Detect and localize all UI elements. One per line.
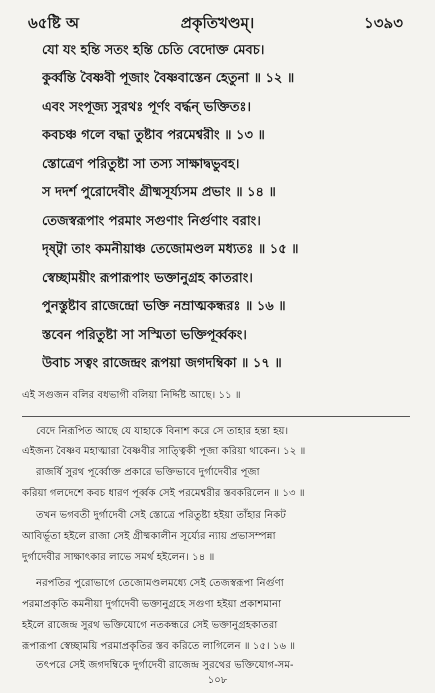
verse-line: স্তবেন পরিতুষ্টা সা সস্মিতা ভক্তিপূর্ব্বকং। — [42, 328, 247, 343]
commentary-line: হইলে রাজেন্দ্র সুরথ ভক্তিযোগে নতকন্ধরে সেই ভক্তানুগ্রহকাতরা — [22, 620, 278, 631]
verse-line: স্বেচ্ছাময়ীং রূপারূপাং ভক্তানুগ্রহ কাতরাং। — [42, 271, 253, 286]
verse-line: স দদর্শ পুরোদেবীং গ্রীষ্মসূর্য্যসম প্রভাং ॥ ১৪ ॥ — [42, 185, 276, 200]
commentary-line: বেদে নিরূপিত আছে যে যাহাকে বিনাশ করে সে তাহার হন্তা হয়। — [36, 426, 289, 437]
commentary-line: রূপারূপা স্বেচ্ছাময়ি পরমাপ্রকৃতির স্তব করিতে লাগিলেন ॥ ১৫। ১৬ ॥ — [22, 641, 296, 652]
commentary-line: রাজর্ষি সুরথ পূর্ব্বোক্ত প্রকারে ভক্তিভাবে দুর্গাদেবীর পূজা — [36, 467, 260, 478]
commentary-line: এই সগুজন বলির বধভাগী বলিয়া নির্দ্দিষ্ট আছে। ১১ ॥ — [22, 390, 241, 401]
signature-mark: ১০৮ — [207, 675, 228, 686]
page-header — [0, 6, 435, 34]
commentary-line: আবির্ভূতা হইলে রাজা সেই গ্রীষ্মকালীন সূর্য্যের ন্যায় প্রভাসম্পন্না — [22, 531, 276, 542]
chapter-number: ৬৫ষ্টি অ — [28, 14, 79, 32]
separator-rule — [22, 416, 410, 417]
commentary-line: এইজন্য বৈষ্ণব মহাত্মারা বৈষ্ণবীর সাত্ত্বিকী পূজা করিয়া থাকেন। ১২ ॥ — [22, 446, 306, 457]
verse-line: তেজস্বরূপাং পরমাং সগুণাং নির্গুণাং বরাং। — [42, 214, 261, 229]
commentary-line: নরপতির পুরোভাগে তেজোমণ্ডলমধ্যে সেই তেজস্বরূপা নির্গুণা — [36, 578, 284, 589]
verse-line: দৃষ্ট্বা তাং কমনীয়াঞ্চ তেজোমণ্ডল মধ্যতঃ ॥ ১৫ ॥ — [42, 242, 299, 257]
section-title: প্রকৃতিখণ্ডম্। — [180, 14, 255, 32]
verse-line: স্তোত্রেণ পরিতুষ্টা সা তস্য সাক্ষাদ্বভুবহ। — [42, 157, 240, 172]
verse-line: এবং সংপূজ্য সুরথঃ পূর্ণং বর্দ্ধন্ ভক্তিতঃ। — [42, 100, 252, 115]
commentary-line: তৎপরে সেই জগদম্বিকে দুর্গাদেবী রাজেন্দ্র সুরথের ভক্তিযোগ-সম- — [36, 660, 294, 671]
commentary-line: করিয়া গলদেশে কবচ ধারণ পূর্ব্বক সেই পরমেশ্বরীর স্তবকরিলেন ॥ ১৩ ॥ — [22, 488, 305, 499]
page-number: ১৩৯৩ — [364, 14, 403, 32]
verse-line: পুনস্তুষ্টাব রাজেন্দ্রো ভক্তি নম্রাত্মকন্ধরঃ ॥ ১৬ ॥ — [42, 299, 286, 314]
verse-line: উবাচ সত্বং রাজেন্দ্রং রূপয়া জগদম্বিকা ॥ ১৭ ॥ — [42, 356, 282, 371]
verse-line: কবচঞ্চ গলে বদ্ধা তুষ্টাব পরমেশ্বরীং ॥ ১৩ ॥ — [42, 128, 265, 143]
verse-line: যো যং হন্তি সতং হন্তি চেতি বেদোক্ত মেবচ। — [42, 43, 265, 58]
commentary-line: দুর্গাদেবীর সাক্ষাৎকার লাভে সমর্থ হইলেন। ১৪ ॥ — [22, 552, 215, 563]
commentary-line: পরমাপ্রকৃতি কমনীয়া দুর্গাদেবী ভক্তানুগ্রহে সগুণা হইয়া প্রকাশমানা — [22, 599, 282, 610]
commentary-line: তখন ভগবতী দুর্গাদেবী সেই স্তোত্রে পরিতুষ্টা হইয়া তাঁহার নিকট — [36, 510, 286, 521]
verse-line: কুর্ব্বন্তি বৈষ্ণবী পূজাং বৈষ্ণবাস্তেন হেতুনা ॥ ১২ ॥ — [42, 71, 295, 86]
